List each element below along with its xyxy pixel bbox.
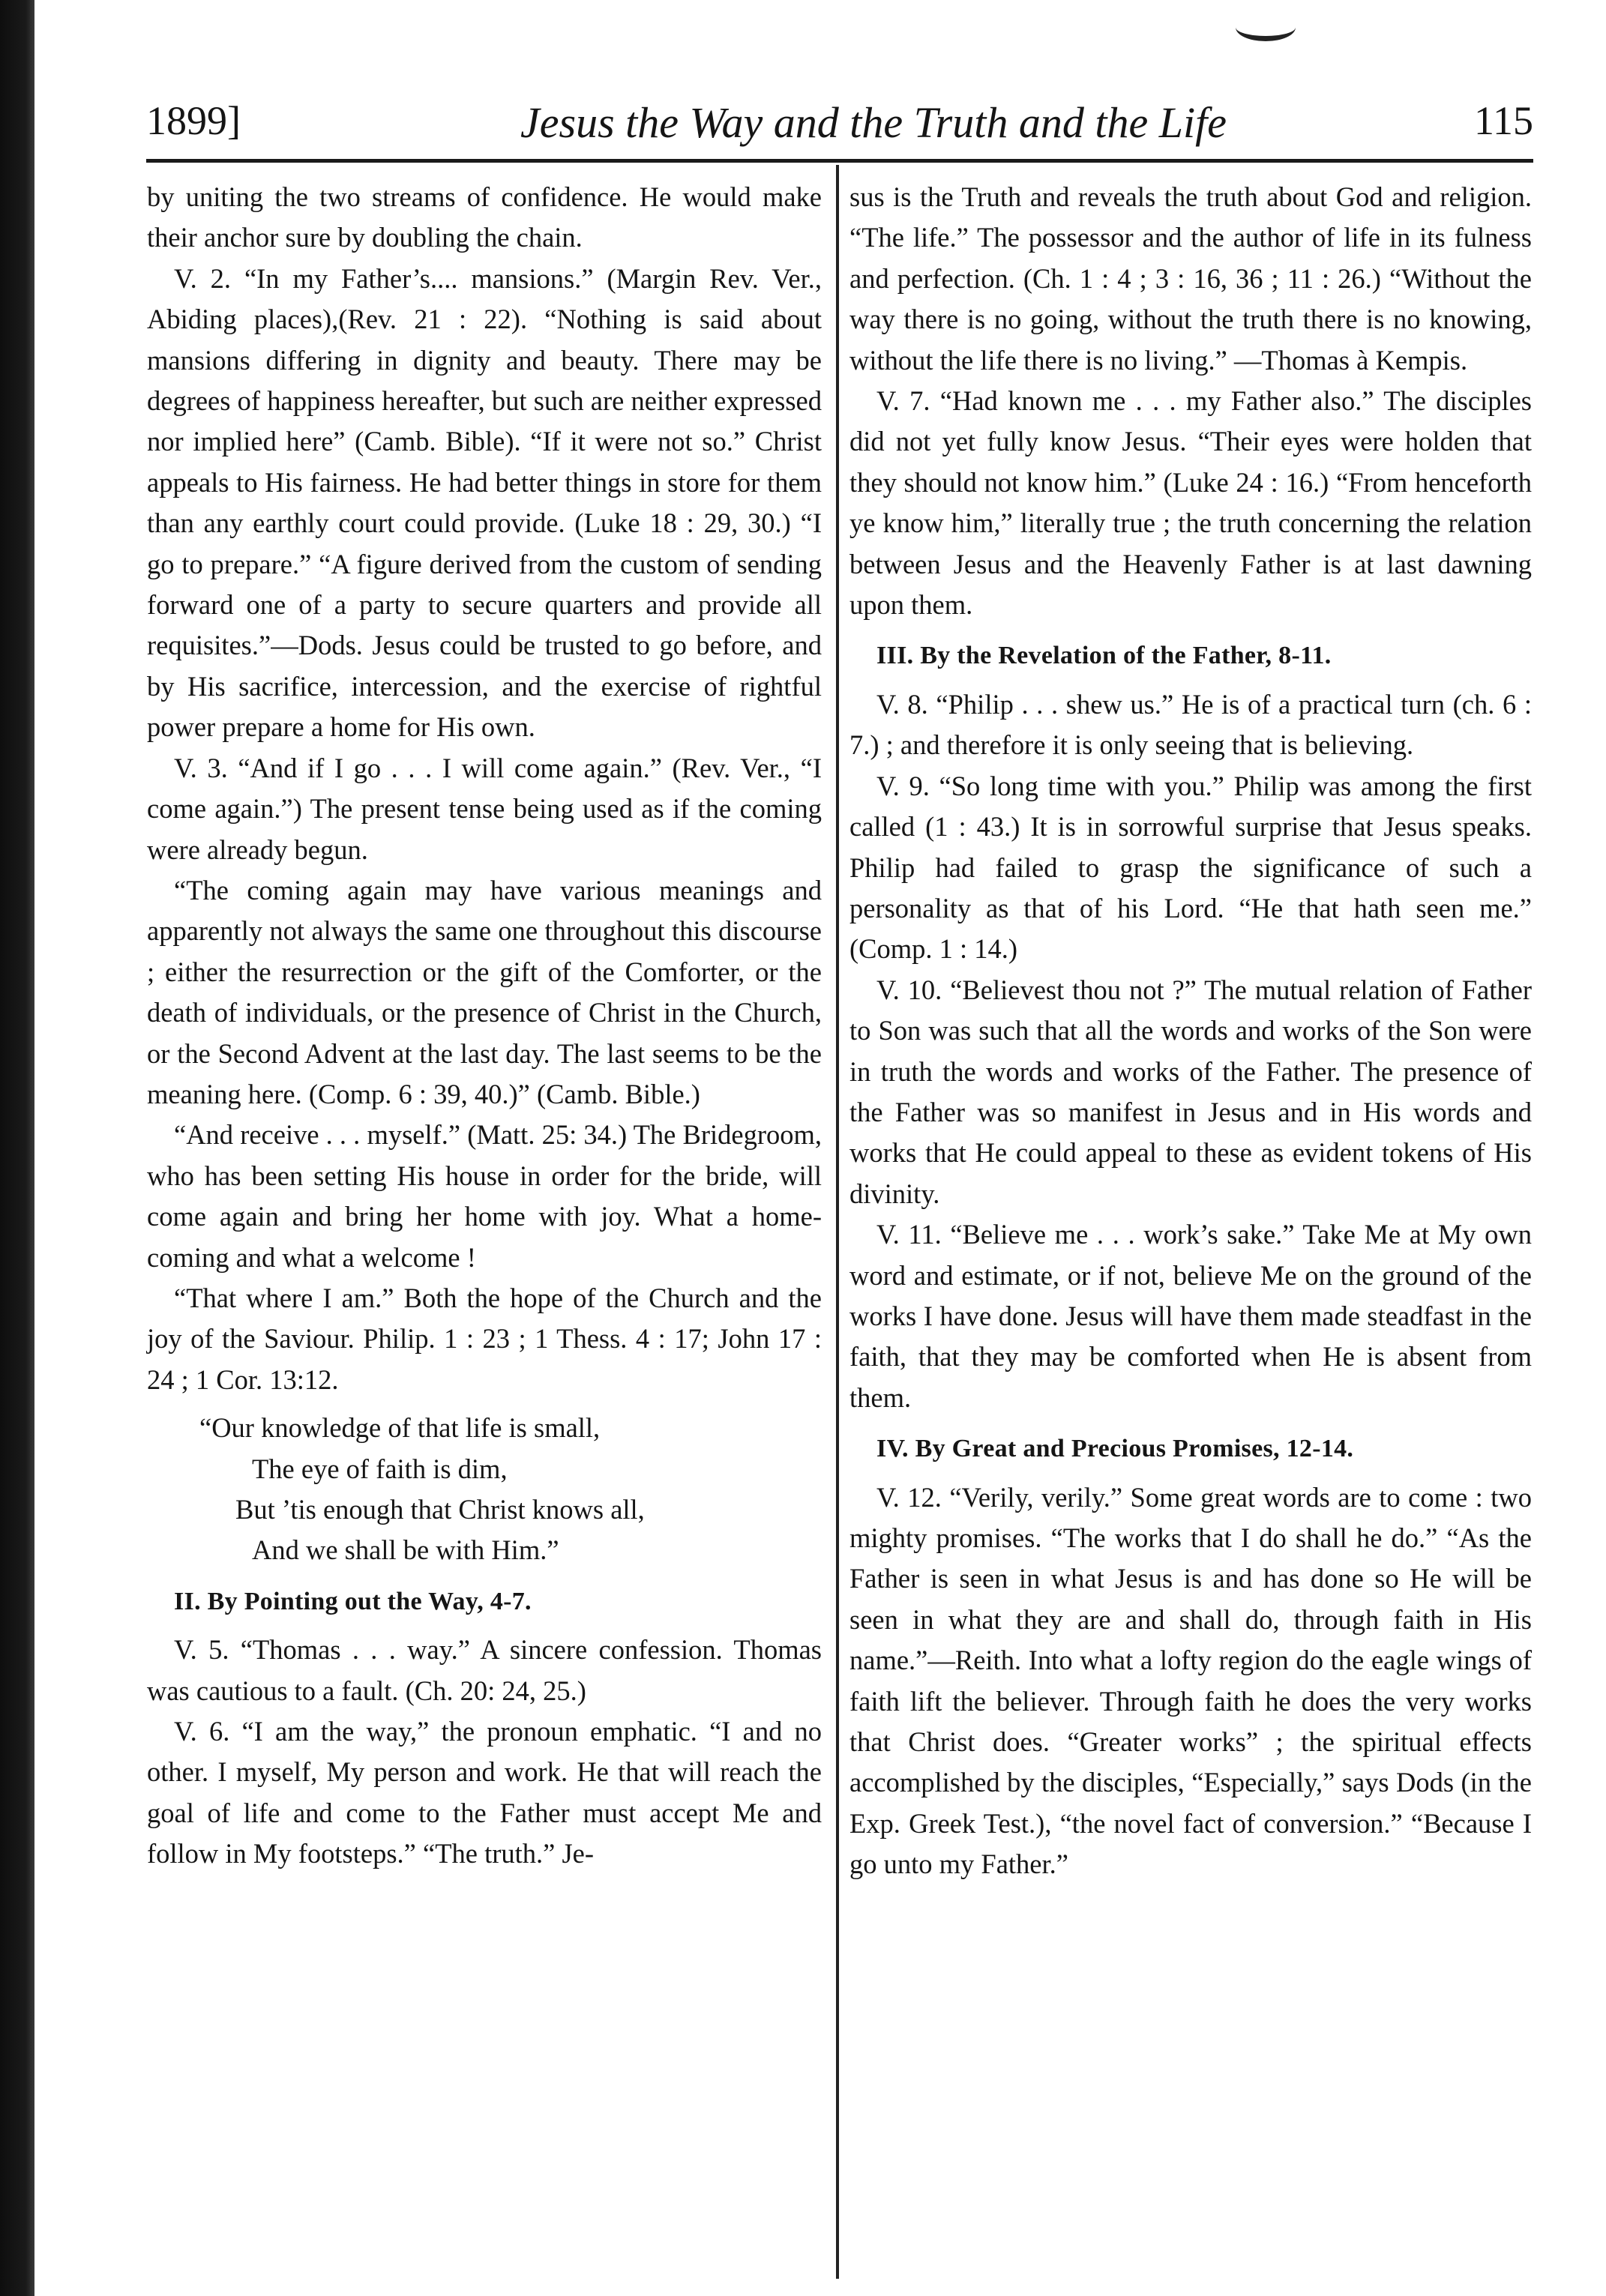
poem-line: The eye of faith is dim, [252, 1453, 508, 1484]
binding-edge [0, 0, 34, 2296]
poem-line: “Our knowledge of that life is small, [199, 1412, 601, 1444]
paragraph: V. 12. “Verily, verily.” Some great words are to come : two mighty promises. “The works that I do shall he do.” “As the Father is seen in what Jesus is and has done so He will be seen in what they are and shall do, through faith in His name.”—Reith. Into what a lofty region do the eagle wings of faith lift the believer. Through faith he does the very works that Christ does. “Greater works” ; the spiritual effects accomplished by the disciples, “Especially,” says Dods (in the Exp. Greek Test.), “the novel fact of conversion.” “Because I go unto my Father.” [849, 1481, 1532, 1880]
paragraph: “The coming again may have various meanings and apparently not always the same one throughout this discourse ; either the resurrection or the gift of the Comforter, or the death of individuals, or the presence of Christ in the Church, or the Second Advent at the last day. The last seems to be the meaning here. (Comp. 6 : 39, 40.)” (Camb. Bible.) [147, 874, 822, 1109]
column-divider [836, 165, 839, 2279]
header-title: Jesus the Way and the Truth and the Life [520, 98, 1227, 147]
page-mark [1236, 13, 1296, 41]
paragraph: “That where I am.” Both the hope of the Church and the joy of the Saviour. Philip. 1 : 23 ; 1 Thess. 4 : 17; John 17 : 24 ; 1 Cor. 13:12. [147, 1282, 822, 1395]
poem-line: But ’tis enough that Christ knows all, [235, 1494, 645, 1525]
paragraph: V. 2. “In my Father’s.... mansions.” (Margin Rev. Ver., Abiding places),(Rev. 21 : 22). “Nothing is said about mansions differing in dignity and beauty. There may be degrees of happiness hereafter, but such are neither expressed nor implied here” (Camb. Bible). “If it were not so.” Christ appeals to His fairness. He had better things in store for them than any earthly court could provide. (Luke 18 : 29, 30.) “I go to prepare.” “A figure derived from the custom of sending forward one of a party to secure quarters and provide all requisites.”—Dods. Jesus could be trusted to go before, and by His sacrifice, intercession, and the exercise of rightful power prepare a home for His own. [147, 262, 822, 743]
section-heading: IV. By Great and Precious Promises, 12-14. [876, 1435, 1354, 1463]
header-rule [146, 159, 1533, 163]
running-header [146, 97, 1533, 157]
paragraph: V. 3. “And if I go . . . I will come again.” (Rev. Ver., “I come again.”) The present tense being used as if the coming were already begun. [147, 752, 822, 865]
page-number: 115 [1474, 98, 1533, 143]
paragraph: “And receive . . . myself.” (Matt. 25: 34.) The Bridegroom, who has been setting His house in order for the bride, will come again and bring her home with joy. What a home-coming and what a welcome ! [147, 1119, 822, 1273]
paragraph: V. 10. “Believest thou not ?” The mutual relation of Father to Son was such that all the words and works of the Son were in truth the words and works of the Father. The presence of the Father was so manifest in Jesus and in His words and works that He could appeal to these as evident tokens of His divinity. [849, 974, 1532, 1209]
paragraph: V. 6. “I am the way,” the pronoun emphatic. “I and no other. I myself, My person and work. He that will reach the goal of life and come to the Father must accept Me and follow in My footsteps.” “The truth.” Je- [147, 1716, 822, 1869]
right-column [849, 177, 1532, 1885]
paragraph: V. 8. “Philip . . . shew us.” He is of a practical turn (ch. 6 : 7.) ; and therefore it is only seeing that is believing. [849, 688, 1532, 761]
poem-line: And we shall be with Him.” [252, 1534, 559, 1566]
section-heading: III. By the Revelation of the Father, 8-11. [876, 642, 1332, 670]
paragraph: by uniting the two streams of confidence. He would make their anchor sure by doubling the chain. [147, 181, 822, 253]
paragraph: V. 5. “Thomas . . . way.” A sincere confession. Thomas was cautious to a fault. (Ch. 20: 24, 25.) [147, 1634, 822, 1706]
header-year: 1899] [146, 98, 241, 143]
paragraph: sus is the Truth and reveals the truth about God and religion. “The life.” The possessor and the author of life in its fulness and perfection. (Ch. 1 : 4 ; 3 : 16, 36 ; 11 : 26.) “Without the way there is no going, without the truth there is no knowing, without the life there is no living.” —Thomas à Kempis. [849, 181, 1532, 376]
left-column [147, 177, 822, 1875]
section-heading: II. By Pointing out the Way, 4-7. [174, 1587, 532, 1615]
paragraph: V. 7. “Had known me . . . my Father also.” The disciples did not yet fully know Jesus. “Their eyes were holden that they should not know him.” (Luke 24 : 16.) “From henceforth ye know him,” literally true ; the truth concerning the relation between Jesus and the Heavenly Father is at last dawning upon them. [849, 385, 1532, 621]
paragraph: V. 11. “Believe me . . . work’s sake.” Take Me at My own word and estimate, or if not, believe Me on the ground of the works I have done. Jesus will have them made steadfast in the faith, that they may be comforted when He is absent from them. [849, 1219, 1532, 1413]
poem-quote [147, 1408, 822, 1571]
paragraph: V. 9. “So long time with you.” Philip was among the first called (1 : 43.) It is in sorrowful surprise that Jesus speaks. Philip had failed to grasp the significance of such a personality as that of his Lord. “He that hath seen me.” (Comp. 1 : 14.) [849, 770, 1532, 965]
